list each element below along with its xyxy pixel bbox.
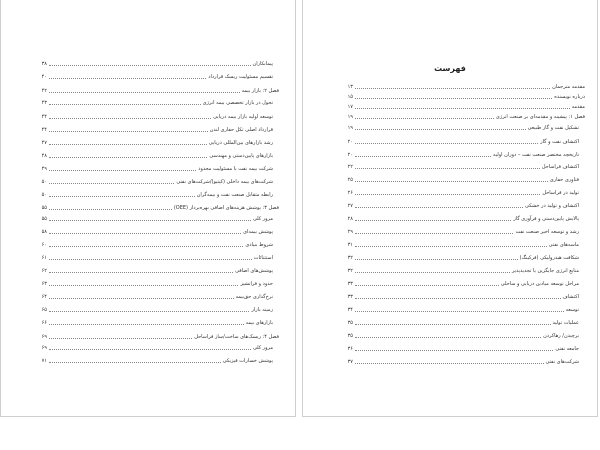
toc-entry-label: فناوری حفاری (549, 177, 579, 183)
toc-entry[interactable] (343, 160, 579, 170)
toc-entry[interactable] (37, 316, 273, 326)
toc-leader-dots (49, 78, 206, 79)
toc-entry[interactable] (37, 96, 273, 106)
toc-entry[interactable] (37, 110, 273, 120)
toc-page-number: ۵۰ (41, 179, 47, 185)
toc-leader-dots (355, 168, 540, 169)
toc-entry-label: رشد و توسعه اخیر صنعت نفت (515, 229, 579, 235)
toc-entry-label: استثنائات (253, 255, 273, 261)
toc-leader-dots (355, 285, 499, 286)
toc-entry[interactable] (343, 148, 579, 158)
toc-entry[interactable] (37, 188, 273, 198)
toc-entry[interactable] (343, 329, 579, 339)
toc-entry-label: مقدمه مترجمان (552, 84, 585, 90)
toc-entry-label: مقدمه (571, 104, 585, 110)
toc-entry-label: پوشش خسارات فیزیکی (222, 358, 273, 364)
toc-entry-label: زمینه بازار (251, 307, 273, 313)
toc-page-number: ۳۵ (347, 320, 353, 326)
toc-page-number: ۶۶ (41, 320, 47, 326)
toc-entry[interactable] (37, 303, 273, 313)
toc-leader-dots (49, 220, 251, 221)
toc-entry[interactable] (343, 173, 579, 183)
toc-leader-dots (49, 272, 233, 273)
toc-entry[interactable] (343, 264, 579, 274)
toc-entry[interactable] (343, 277, 579, 287)
toc-leader-dots (355, 88, 550, 89)
toc-entry[interactable] (343, 135, 579, 145)
toc-page-number: ۴۷ (41, 140, 47, 146)
toc-entry[interactable] (37, 212, 273, 222)
toc-page-number: ۲۵ (347, 177, 353, 183)
toc-leader-dots (49, 209, 172, 210)
toc-page-number: ۳۶ (347, 346, 353, 352)
toc-entry[interactable] (37, 123, 273, 133)
toc-entry-label: رابطه متقابل صنعت نفت و بیمه‌گران (196, 192, 273, 198)
toc-leader-dots (355, 181, 548, 182)
toc-entry[interactable] (343, 121, 579, 131)
toc-page-number: ۷۱ (41, 358, 47, 364)
toc-entry[interactable] (37, 84, 279, 94)
toc-page-number: ۳۷ (347, 359, 353, 365)
toc-entry-label: تولید در فراساحل (542, 190, 579, 196)
toc-leader-dots (355, 259, 518, 260)
toc-entry[interactable] (343, 225, 579, 235)
toc-entry[interactable] (343, 80, 585, 90)
toc-page-number: ۴۲ (41, 88, 47, 94)
toc-entry-label: پوشش بیمه‌ای (243, 229, 273, 235)
toc-page-number: ۶۹ (41, 334, 47, 340)
toc-entry-label: اکتشاف فراساحل (541, 164, 579, 170)
toc-page-number: ۴۰ (41, 74, 47, 80)
toc-page-number: ۲۲ (347, 164, 353, 170)
toc-page-number: ۲۰ (347, 152, 353, 158)
toc-entry-label: شکافت هیدرولیکی (فرکینگ) (519, 255, 579, 261)
toc-entry[interactable] (37, 290, 273, 300)
toc-page-number: ۳۲ (347, 255, 353, 261)
toc-leader-dots (355, 272, 510, 273)
toc-entry-label: تشکیل نفت و گاز طبیعی (527, 125, 579, 131)
toc-entry-label: فصل ۳: پوشش هزینه‌های اضافی بهره‌بردار (OEE) (173, 205, 279, 211)
toc-page-number: ۲۶ (347, 190, 353, 196)
toc-entry-label: مراحل توسعه میادین دریایی و ساحلی (500, 281, 579, 287)
toc-entry[interactable] (37, 175, 273, 185)
toc-entry[interactable] (37, 277, 273, 287)
toc-page-number: ۴۸ (41, 153, 47, 159)
toc-page-number: ۳۳ (347, 294, 353, 300)
toc-leader-dots (355, 129, 526, 130)
toc-page-number: ۴۴ (41, 127, 47, 133)
toc-page-number: ۴۹ (41, 166, 47, 172)
toc-entry[interactable] (343, 303, 579, 313)
toc-entry[interactable] (37, 264, 273, 274)
toc-leader-dots (355, 350, 553, 351)
toc-entry-label: برچیدن/ رهاکردن (543, 333, 579, 339)
toc-entry-label: اکتشاف نفت و گاز (540, 139, 579, 145)
toc-entry[interactable] (37, 201, 279, 211)
toc-entry-label: رشد بازارهای بین‌المللی دریایی (208, 140, 273, 146)
toc-entry[interactable] (37, 330, 279, 340)
toc-leader-dots (355, 363, 544, 364)
toc-page-number: ۱۹ (347, 125, 353, 131)
toc-entry-label: اکتشاف (562, 294, 579, 300)
toc-page-number: ۱۷ (347, 104, 353, 110)
toc-leader-dots (355, 298, 561, 299)
toc-page-number: ۶۵ (41, 307, 47, 313)
toc-page-number: ۴۳ (41, 100, 47, 106)
toc-entry-label: مرور کلی (252, 216, 273, 222)
toc-entry-label: پالایش پایین‌دستی و فرآوری گاز (513, 216, 579, 222)
toc-leader-dots (355, 156, 491, 157)
toc-leader-dots (355, 98, 552, 99)
toc-page-number: ۱۵ (347, 94, 353, 100)
toc-page-number: ۵۵ (41, 216, 47, 222)
toc-entry[interactable] (37, 57, 273, 67)
toc-leader-dots (49, 362, 221, 363)
toc-entry-label: توسعه (565, 307, 579, 313)
toc-entry-label: ماسه‌های نفتی (548, 242, 579, 248)
toc-leader-dots (49, 144, 207, 145)
toc-leader-dots (355, 324, 551, 325)
toc-page-number: ۱۳ (347, 84, 353, 90)
toc-page-number: ۵۸ (41, 229, 47, 235)
toc-leader-dots (49, 92, 240, 93)
toc-leader-dots (49, 349, 251, 350)
toc-page-number: ۳۲ (347, 268, 353, 274)
toc-entry-label: شروط بنیادی (245, 242, 273, 248)
toc-page-number: ۳۵ (347, 333, 353, 339)
toc-entry[interactable] (343, 199, 579, 209)
toc-entry-label: تحول در بازار تخصصی بیمه انرژی (202, 100, 273, 106)
toc-entry-label: شرکت‌های بیمه داخلی (کپتیو)/شرکت‌های نفتی (176, 179, 273, 185)
toc-entry-label: توسعه اولیه بازار بیمه دریایی (213, 114, 273, 120)
toc-page-number: ۶۴ (41, 294, 47, 300)
toc-entry-label: پیمانکاران (252, 61, 273, 67)
toc-page-number: ۲۹ (347, 229, 353, 235)
toc-entry[interactable] (343, 212, 579, 222)
toc-leader-dots (355, 108, 570, 109)
toc-leader-dots (49, 298, 234, 299)
toc-entry[interactable] (343, 316, 579, 326)
toc-leader-dots (355, 143, 538, 144)
toc-entry-label: تقسیم مسئولیت ریسک قرارداد (208, 74, 273, 80)
toc-entry-label: فصل ۲: بازار بیمه (241, 88, 279, 94)
toc-entry[interactable] (343, 238, 579, 248)
toc-page-number: ۶۲ (41, 268, 47, 274)
toc-entry[interactable] (37, 225, 273, 235)
toc-entry[interactable] (37, 149, 273, 159)
toc-leader-dots (49, 104, 201, 105)
toc-entry[interactable] (37, 354, 273, 364)
toc-entry-label: فصل ۱: پیشینه و مقدمه‌ای بر صنعت انرژی (495, 114, 585, 120)
toc-leader-dots (49, 338, 192, 339)
toc-entry[interactable] (37, 70, 273, 80)
toc-leader-dots (49, 170, 196, 171)
toc-leader-dots (355, 118, 494, 119)
toc-entry[interactable] (343, 110, 585, 120)
toc-leader-dots (355, 220, 511, 221)
toc-entry[interactable] (343, 342, 579, 352)
toc-leader-dots (49, 311, 249, 312)
toc-page-number: ۵۰ (41, 192, 47, 198)
toc-entry[interactable] (343, 355, 579, 365)
toc-leader-dots (49, 118, 211, 119)
toc-entry-label: تاریخچه مختصر صنعت نفت – دوران اولیه (493, 152, 579, 158)
toc-entry[interactable] (343, 186, 579, 196)
toc-entry-label: منابع انرژی جایگزین یا تجدیدپذیر (511, 268, 579, 274)
toc-entry-label: درباره نویسنده (554, 94, 585, 100)
toc-entry-label: شرکت‌های نفتی (545, 359, 579, 365)
toc-page-number: ۲۷ (347, 203, 353, 209)
toc-leader-dots (49, 246, 243, 247)
toc-page-number: ۶۹ (41, 345, 47, 351)
toc-page-number: ۲۰ (347, 139, 353, 145)
toc-leader-dots (49, 324, 244, 325)
toc-entry[interactable] (343, 290, 579, 300)
toc-leader-dots (355, 246, 547, 247)
toc-leader-dots (355, 194, 540, 195)
toc-entry[interactable] (37, 251, 273, 261)
toc-entry[interactable] (37, 238, 273, 248)
toc-page-left (0, 0, 296, 417)
toc-leader-dots (355, 311, 564, 312)
toc-leader-dots (49, 259, 252, 260)
toc-entry[interactable] (343, 90, 585, 100)
toc-page-number: ۳۳ (347, 281, 353, 287)
toc-entry-label: عملیات تولید (552, 320, 579, 326)
toc-entry-label: بازارهای پایین‌دستی و مهندسی (209, 153, 273, 159)
page-title: فهرست (434, 64, 466, 73)
toc-entry-label: حدود و فرانشیز (240, 281, 273, 287)
toc-page-number: ۳۱ (347, 242, 353, 248)
toc-entry-label: فصل ۴: ریسک‌های ساخت/ساز فراساحل (194, 334, 279, 340)
toc-leader-dots (49, 131, 208, 132)
toc-leader-dots (355, 337, 541, 338)
toc-page-number: ۶۰ (41, 242, 47, 248)
toc-leader-dots (49, 157, 207, 158)
toc-entry-label: اکتشاف و تولید در خشکی (525, 203, 579, 209)
toc-leader-dots (49, 65, 251, 66)
toc-page-number: ۶۳ (41, 281, 47, 287)
toc-entry[interactable] (37, 162, 273, 172)
toc-entry[interactable] (343, 251, 579, 261)
toc-leader-dots (355, 207, 523, 208)
toc-entry[interactable] (37, 341, 273, 351)
toc-entry-label: جامعه نفتی (555, 346, 579, 352)
toc-entry-label: مرور کلی (252, 345, 273, 351)
toc-leader-dots (49, 233, 241, 234)
toc-page-number: ۲۸ (347, 216, 353, 222)
toc-page-right (302, 0, 598, 417)
toc-leader-dots (49, 285, 238, 286)
toc-entry[interactable] (343, 100, 585, 110)
toc-entry[interactable] (37, 136, 273, 146)
toc-entry-label: بازارهای بیمه (245, 320, 273, 326)
toc-page-number: ۴۴ (41, 114, 47, 120)
toc-page-number: ۱۹ (347, 114, 353, 120)
toc-page-number: ۵۵ (41, 205, 47, 211)
toc-entry-label: پوشش‌های اضافی (235, 268, 273, 274)
toc-entry-label: قرارداد اصلی تکل حفاری لندن (209, 127, 273, 133)
toc-page-number: ۳۸ (41, 61, 47, 67)
toc-entry-label: شرکت بیمه نفت با مسئولیت محدود (198, 166, 273, 172)
toc-page-number: ۶۱ (41, 255, 47, 261)
toc-page-number: ۳۴ (347, 307, 353, 313)
toc-entry-label: نرخ‌گذاری حق‌بیمه (235, 294, 273, 300)
toc-leader-dots (355, 233, 513, 234)
toc-leader-dots (49, 183, 174, 184)
toc-leader-dots (49, 196, 195, 197)
